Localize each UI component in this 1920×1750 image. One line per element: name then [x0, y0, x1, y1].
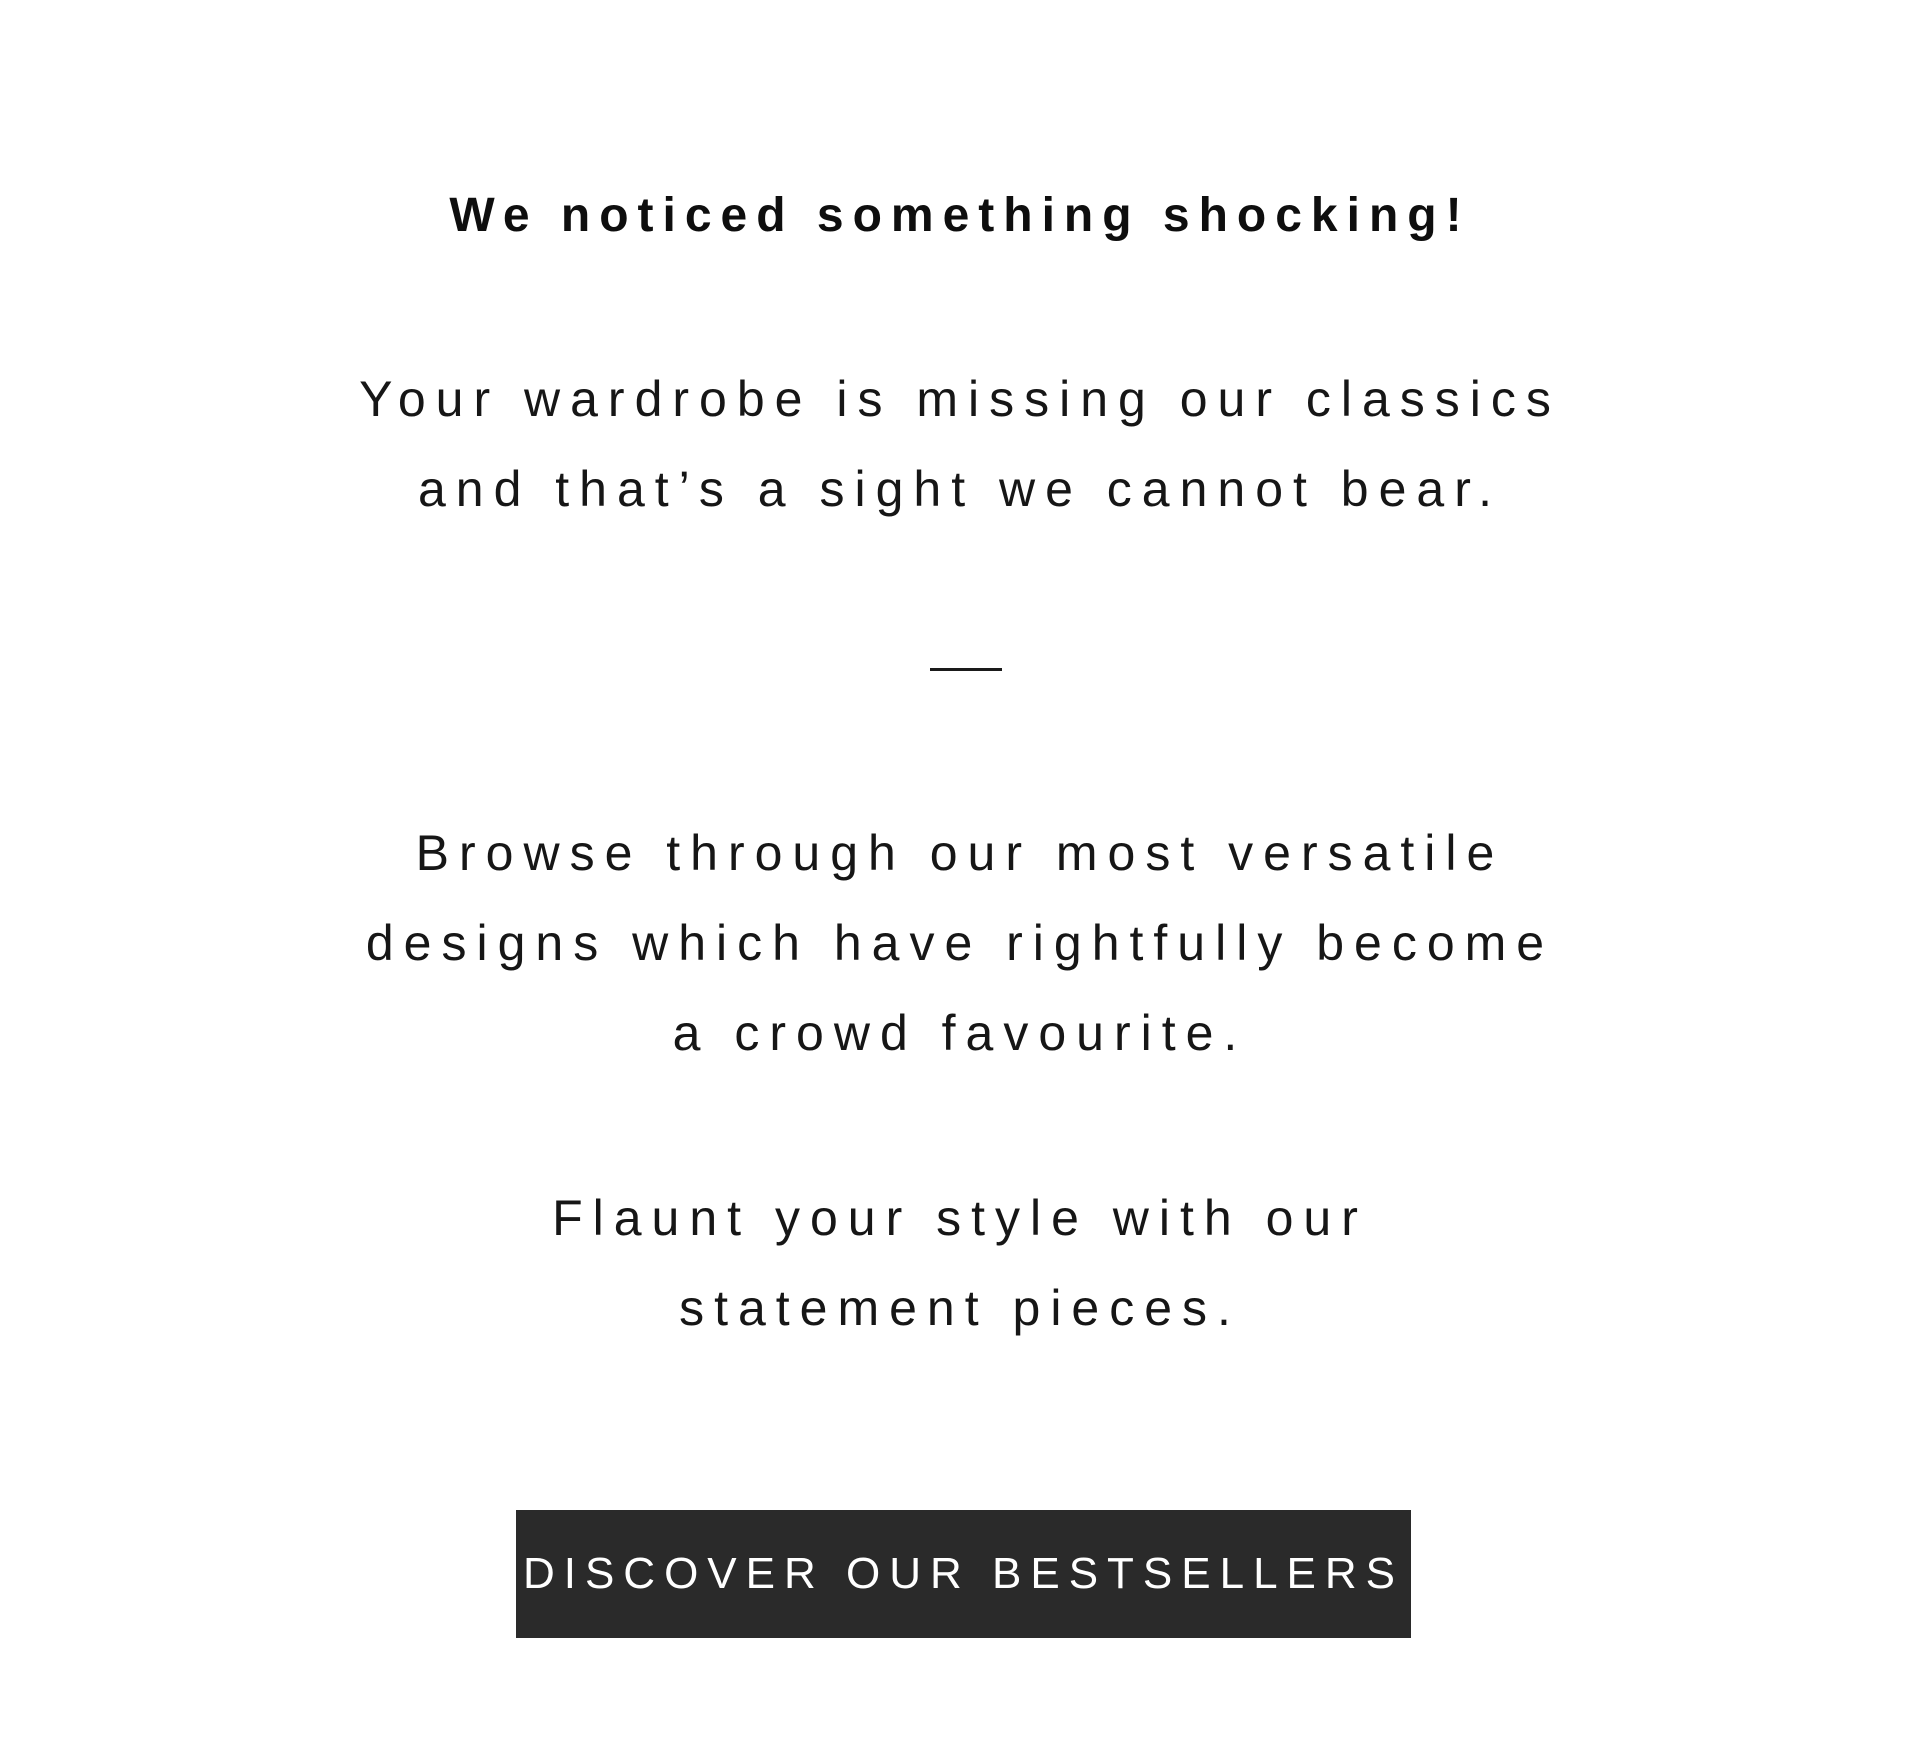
- browse-line: designs which have rightfully become: [365, 915, 1555, 971]
- headline: We noticed something shocking!: [449, 189, 1471, 242]
- browse-line: a crowd favourite.: [672, 1005, 1248, 1061]
- flaunt-line: statement pieces.: [679, 1280, 1241, 1336]
- discover-bestsellers-button[interactable]: [516, 1510, 1411, 1638]
- flaunt-line: Flaunt your style with our: [552, 1190, 1368, 1246]
- intro-line: and that’s a sight we cannot bear.: [417, 461, 1503, 517]
- divider: [930, 668, 1002, 671]
- button-label: DISCOVER OUR BESTSELLERS: [522, 1549, 1405, 1598]
- intro-line: Your wardrobe is missing our classics: [359, 371, 1561, 427]
- browse-line: Browse through our most versatile: [415, 825, 1505, 881]
